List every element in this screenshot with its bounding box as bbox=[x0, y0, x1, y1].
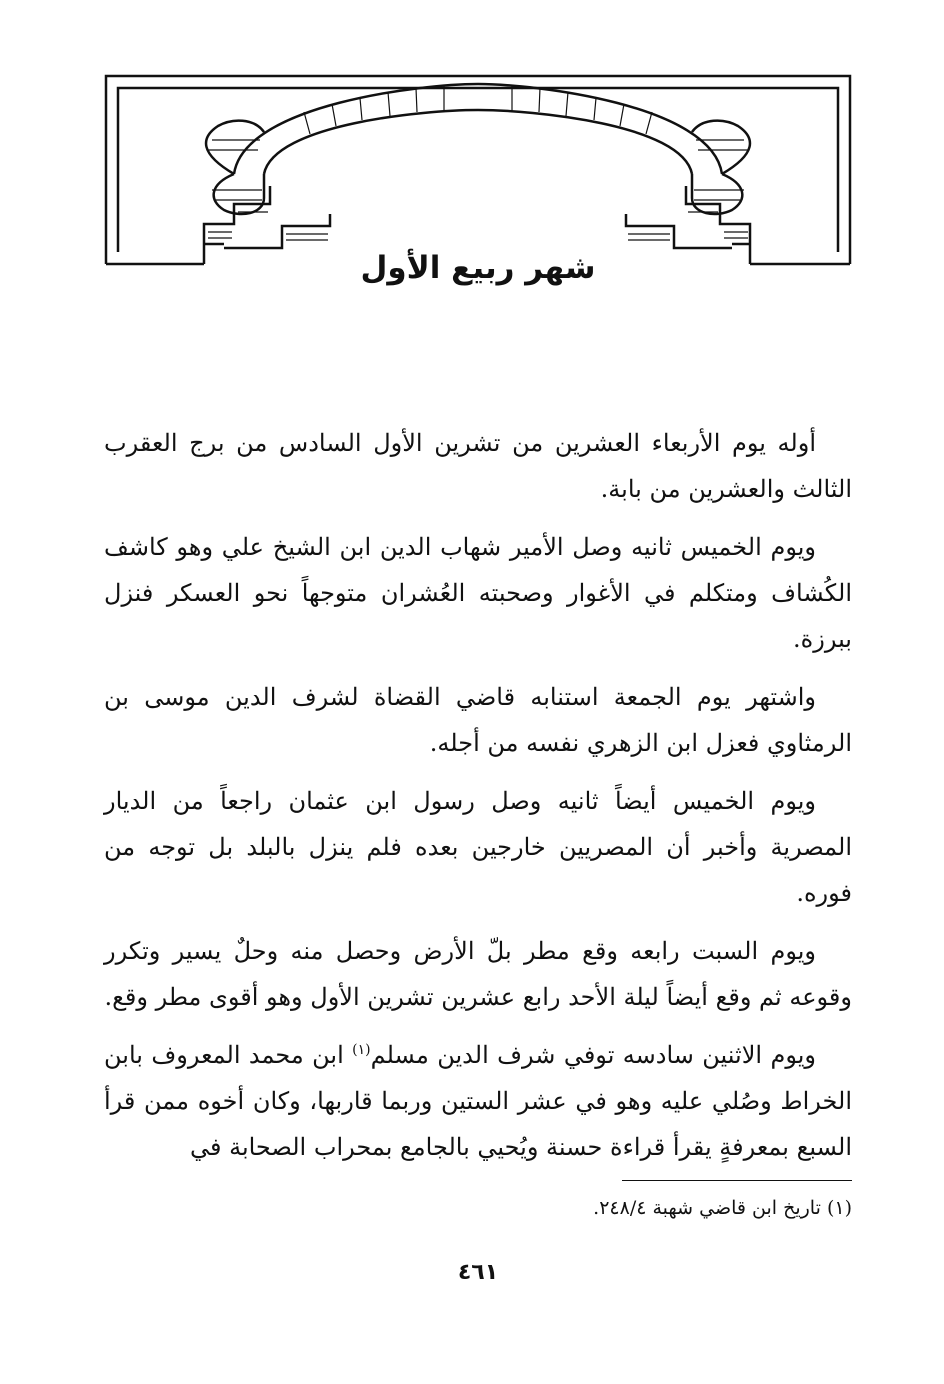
paragraph: أوله يوم الأربعاء العشرين من تشرين الأول السادس من برج العقرب الثالث والعشرين من بابة. bbox=[104, 429, 852, 503]
footnote-text: تاريخ ابن قاضي شهبة ٢٤٨/٤. bbox=[593, 1197, 821, 1219]
footnote bbox=[104, 1194, 852, 1222]
footnote-divider bbox=[622, 1180, 852, 1181]
paragraph-text: ابن محمد المعروف بابن الخراط وصُلي عليه وهو في عشر الستين وربما قاربها، وكان أخوه ممن قرأ السبع بمعرفةٍ يقرأ قراءة حسنة ويُحيي بالجامع بمحراب الصحابة في bbox=[104, 1041, 852, 1161]
page-number: ٤٦١ bbox=[457, 1260, 499, 1285]
paragraph: ويوم السبت رابعه وقع مطر بلّ الأرض وحصل منه وحلٌ يسير وتكرر وقوعه ثم وقع أيضاً ليلة الأحد رابع عشرين تشرين الأول وهو أقوى مطر وقع. bbox=[104, 937, 852, 1011]
paragraph: ويوم الخميس ثانيه وصل الأمير شهاب الدين ابن الشيخ علي وهو كاشف الكُشاف ومتكلم في الأغوار وصحبته العُشران متوجهاً نحو العسكر فنزل ببرزة. bbox=[104, 533, 852, 653]
paragraph-text: ويوم الاثنين سادسه توفي شرف الدين مسلم bbox=[370, 1041, 816, 1069]
paragraph: واشتهر يوم الجمعة استنابه قاضي القضاة لشرف الدين موسى بن الرمثاوي فعزل ابن الزهري نفسه من أجله. bbox=[104, 683, 852, 757]
body-text bbox=[104, 420, 852, 1182]
paragraph: ويوم الخميس أيضاً ثانيه وصل رسول ابن عثمان راجعاً من الديار المصرية وأخبر أن المصريين خارجين بعده فلم ينزل بالبلد بل توجه من فوره. bbox=[104, 787, 852, 907]
paragraph bbox=[104, 1032, 852, 1170]
chapter-title: شهر ربيع الأول bbox=[360, 250, 596, 286]
footnote-reference[interactable]: (١) bbox=[352, 1042, 371, 1058]
footnote-marker: (١) bbox=[826, 1197, 852, 1219]
header-ornament bbox=[104, 74, 852, 270]
